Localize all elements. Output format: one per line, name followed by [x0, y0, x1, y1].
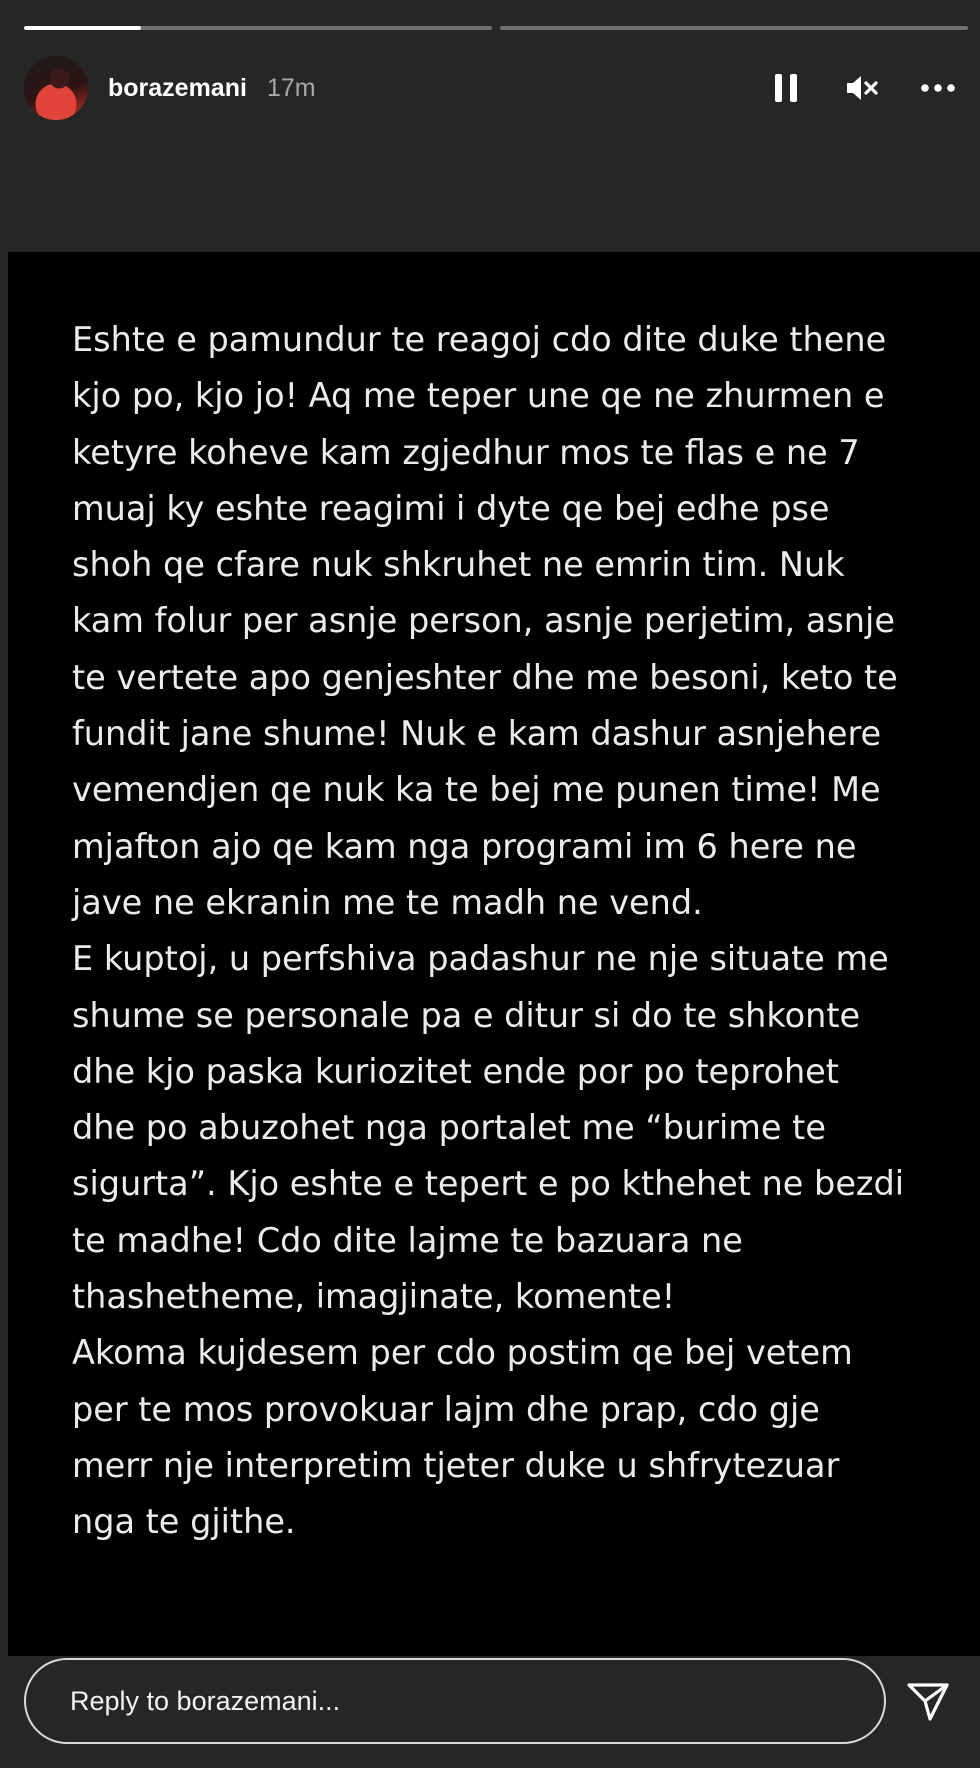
story-header [24, 56, 956, 120]
send-icon[interactable] [904, 1678, 952, 1726]
story-timestamp: 17m [266, 73, 316, 102]
header-actions [768, 70, 956, 106]
muted-speaker-icon[interactable] [844, 70, 880, 106]
story-text-line: ketyre koheve kam zgjedhur mos te flas e ne 7 [72, 432, 860, 472]
story-text-line: mjafton ajo qe kam nga programi im 6 here ne [72, 826, 857, 866]
avatar[interactable] [24, 56, 88, 120]
reply-input[interactable] [24, 1658, 886, 1744]
reply-placeholder: Reply to borazemani... [70, 1685, 341, 1716]
story-text-line: merr nje interpretim tjeter duke u shfrytezuar [72, 1445, 840, 1485]
story-text-line: muaj ky eshte reagimi i dyte qe bej edhe pse [72, 488, 830, 528]
story-progress-bar [24, 26, 968, 30]
progress-segment [24, 26, 492, 30]
story-text-line: nga te gjithe. [72, 1502, 296, 1542]
story-text-line: shoh qe cfare nuk shkruhet ne emrin tim. Nuk [72, 545, 845, 585]
story-text-line: per te mos provokuar lajm dhe prap, cdo gje [72, 1389, 820, 1429]
story-text-line: kam folur per asnje person, asnje perjetim, asnje [72, 601, 895, 641]
story-text-line: jave ne ekranin me te madh ne vend. [72, 882, 703, 922]
more-options-icon[interactable] [920, 70, 956, 106]
story-text-line: thashetheme, imagjinate, komente! [72, 1277, 676, 1317]
story-text-line: sigurta”. Kjo eshte e tepert e po kthehet ne bezdi [72, 1164, 905, 1204]
story-text-line: shume se personale pa e ditur si do te shkonte [72, 995, 861, 1035]
story-content[interactable] [8, 252, 980, 1656]
story-text-line: vemendjen qe nuk ka te bej me punen time! Me [72, 770, 881, 810]
story-text-line: Eshte e pamundur te reagoj cdo dite duke thene [72, 320, 887, 359]
story-text-line: Akoma kujdesem per cdo postim qe bej vetem [72, 1333, 853, 1373]
username[interactable]: borazemani [108, 73, 247, 102]
story-text [72, 312, 952, 1551]
story-text-line: te madhe! Cdo dite lajme te bazuara ne [72, 1220, 743, 1260]
pause-icon[interactable] [768, 70, 804, 106]
story-text-line: E kuptoj, u perfshiva padashur ne nje situate me [72, 939, 889, 979]
progress-segment [500, 26, 968, 30]
story-text-line: dhe kjo paska kuriozitet ende por po teprohet [72, 1051, 839, 1091]
story-text-line: kjo po, kjo jo! Aq me teper une qe ne zhurmen e [72, 376, 885, 416]
story-text-line: dhe po abuzohet nga portalet me “burime te [72, 1108, 826, 1148]
story-text-line: te vertete apo genjeshter dhe me besoni, keto te [72, 657, 898, 697]
story-text-line: fundit jane shume! Nuk e kam dashur asnjehere [72, 714, 882, 754]
